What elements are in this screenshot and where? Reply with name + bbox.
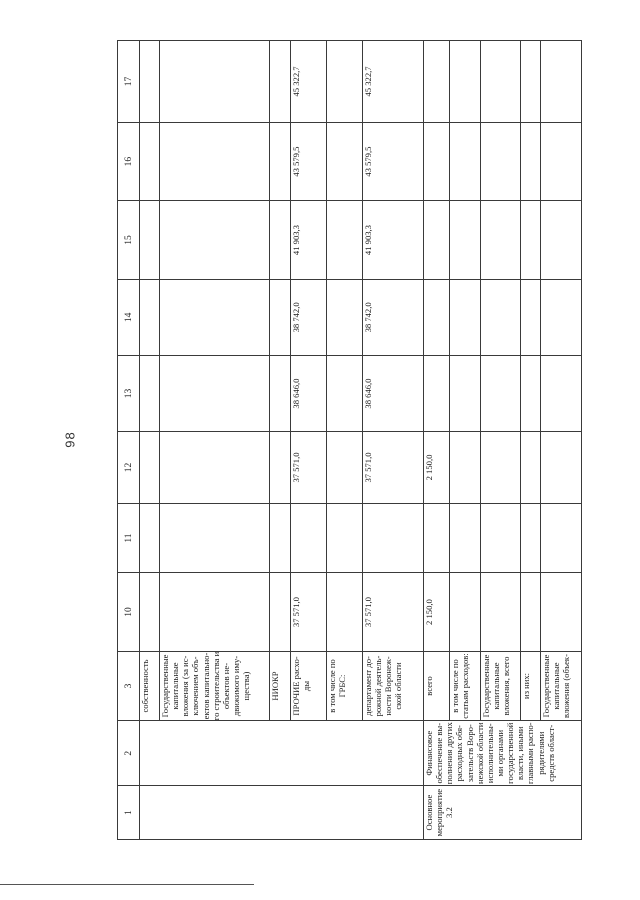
value-cell bbox=[140, 573, 160, 651]
block1-col1-cell bbox=[140, 786, 424, 840]
expense-item-cell bbox=[481, 651, 521, 720]
expense-item-cell bbox=[327, 651, 363, 720]
rotated-table-container bbox=[117, 40, 572, 840]
expense-item-label: Государственные капитальные вложения (объек- bbox=[541, 654, 572, 718]
value-cell bbox=[521, 355, 541, 431]
activity-description: Финансовое обеспечение вы-полнения других расходных обя-зательств Воро-нежской области исполнительны-ми органами государственной власти, иными главными распо-рядителями средств област- bbox=[424, 722, 556, 785]
col-header-17: 17 bbox=[118, 41, 140, 123]
value-cell bbox=[481, 122, 521, 200]
value-cell bbox=[160, 432, 270, 504]
value-cell bbox=[327, 573, 363, 651]
expense-item-cell bbox=[521, 651, 541, 720]
value-cell bbox=[327, 355, 363, 431]
table-row bbox=[160, 41, 270, 840]
value-cell bbox=[160, 573, 270, 651]
value-cell: 38 646,0 bbox=[291, 355, 327, 431]
value-cell bbox=[327, 201, 363, 279]
value-cell: 45 322,7 bbox=[291, 41, 327, 123]
value-cell bbox=[140, 279, 160, 355]
col-header-13: 13 bbox=[118, 355, 140, 431]
value-cell bbox=[481, 279, 521, 355]
value-cell: 37 571,0 bbox=[363, 432, 424, 504]
value-cell bbox=[450, 201, 481, 279]
value-cell bbox=[481, 201, 521, 279]
table-row bbox=[521, 41, 541, 840]
budget-table bbox=[117, 40, 582, 840]
value-cell: 2 150,0 bbox=[424, 432, 450, 504]
table-row bbox=[363, 41, 424, 840]
col-header-14: 14 bbox=[118, 279, 140, 355]
expense-item-label: в том числе по статьям расходов: bbox=[450, 653, 471, 719]
col-header-3: 3 bbox=[118, 651, 140, 720]
value-cell bbox=[327, 41, 363, 123]
value-cell bbox=[270, 122, 291, 200]
value-cell bbox=[270, 201, 291, 279]
value-cell bbox=[481, 503, 521, 572]
expense-item-cell bbox=[270, 651, 291, 720]
value-cell bbox=[160, 201, 270, 279]
value-cell bbox=[424, 122, 450, 200]
value-cell bbox=[450, 122, 481, 200]
value-cell: 45 322,7 bbox=[363, 41, 424, 123]
table-row bbox=[291, 41, 327, 840]
col-header-10: 10 bbox=[118, 573, 140, 651]
value-cell bbox=[450, 432, 481, 504]
value-cell: 41 903,3 bbox=[291, 201, 327, 279]
value-cell: 43 579,5 bbox=[291, 122, 327, 200]
table-row bbox=[140, 41, 160, 840]
value-cell bbox=[160, 503, 270, 572]
value-cell bbox=[450, 503, 481, 572]
expense-item-label: ПРОЧИЕ расхо-ды bbox=[291, 656, 312, 716]
block2-col1-cell bbox=[424, 786, 582, 840]
value-cell bbox=[270, 432, 291, 504]
expense-item-label: всего bbox=[424, 676, 434, 696]
page-number: 98 bbox=[62, 431, 78, 448]
expense-item-label: департамент до-рожной деятель-ности Воронеж-ской области bbox=[363, 655, 404, 717]
value-cell bbox=[450, 41, 481, 123]
col-header-16: 16 bbox=[118, 122, 140, 200]
expense-item-cell bbox=[291, 651, 327, 720]
value-cell bbox=[481, 573, 521, 651]
value-cell: 41 903,3 bbox=[363, 201, 424, 279]
table-row bbox=[424, 41, 450, 840]
value-cell bbox=[481, 355, 521, 431]
col-header-2: 2 bbox=[118, 721, 140, 786]
value-cell bbox=[140, 432, 160, 504]
expense-item-cell bbox=[160, 651, 270, 720]
table-row bbox=[270, 41, 291, 840]
value-cell bbox=[270, 41, 291, 123]
table-row bbox=[481, 41, 521, 840]
footnote-rule bbox=[0, 884, 254, 885]
table-row bbox=[327, 41, 363, 840]
value-cell bbox=[424, 201, 450, 279]
expense-item-label: Государственные капитальные вложения (за ис-ключением объ-ектов капитально-го строительства и объектов не-движимого иму-щества) bbox=[160, 651, 252, 721]
value-cell bbox=[521, 201, 541, 279]
value-cell bbox=[424, 503, 450, 572]
col-header-15: 15 bbox=[118, 201, 140, 279]
value-cell bbox=[140, 355, 160, 431]
expense-item-cell bbox=[450, 651, 481, 720]
expense-item-label: из них: bbox=[521, 672, 531, 700]
value-cell bbox=[140, 503, 160, 572]
expense-item-label: собственность bbox=[140, 659, 150, 713]
value-cell bbox=[270, 573, 291, 651]
col-header-12: 12 bbox=[118, 432, 140, 504]
value-cell bbox=[160, 279, 270, 355]
value-cell bbox=[327, 503, 363, 572]
value-cell: 38 742,0 bbox=[291, 279, 327, 355]
value-cell bbox=[541, 122, 582, 200]
table-row bbox=[541, 41, 582, 840]
value-cell bbox=[541, 41, 582, 123]
value-cell: 37 571,0 bbox=[291, 432, 327, 504]
block1-col2-cell bbox=[140, 721, 424, 786]
value-cell bbox=[450, 573, 481, 651]
table-row bbox=[450, 41, 481, 840]
activity-code: Основное мероприятие 3.2 bbox=[424, 788, 455, 837]
value-cell bbox=[521, 432, 541, 504]
value-cell: 2 150,0 bbox=[424, 573, 450, 651]
value-cell: 37 571,0 bbox=[291, 573, 327, 651]
value-cell bbox=[270, 355, 291, 431]
value-cell bbox=[521, 573, 541, 651]
value-cell bbox=[424, 355, 450, 431]
value-cell: 37 571,0 bbox=[363, 573, 424, 651]
expense-item-label: в том числе по ГРБС: bbox=[327, 659, 348, 713]
value-cell bbox=[481, 432, 521, 504]
expense-item-label: НИОКР bbox=[270, 671, 280, 701]
value-cell bbox=[160, 122, 270, 200]
value-cell bbox=[363, 503, 424, 572]
value-cell bbox=[521, 122, 541, 200]
value-cell bbox=[541, 201, 582, 279]
value-cell bbox=[327, 432, 363, 504]
value-cell bbox=[481, 41, 521, 123]
header-row bbox=[118, 41, 140, 840]
value-cell bbox=[327, 279, 363, 355]
value-cell bbox=[541, 503, 582, 572]
value-cell bbox=[521, 279, 541, 355]
value-cell bbox=[541, 279, 582, 355]
expense-item-cell bbox=[424, 651, 450, 720]
value-cell: 38 646,0 bbox=[363, 355, 424, 431]
value-cell bbox=[450, 355, 481, 431]
value-cell bbox=[270, 279, 291, 355]
value-cell bbox=[291, 503, 327, 572]
table-body bbox=[118, 41, 582, 840]
expense-item-label: Государственные капитальные вложения, всего bbox=[481, 654, 512, 718]
value-cell bbox=[541, 355, 582, 431]
value-cell bbox=[424, 41, 450, 123]
value-cell: 38 742,0 bbox=[363, 279, 424, 355]
value-cell bbox=[450, 279, 481, 355]
value-cell bbox=[140, 41, 160, 123]
col-header-11: 11 bbox=[118, 503, 140, 572]
value-cell bbox=[140, 201, 160, 279]
value-cell bbox=[140, 122, 160, 200]
col-header-1: 1 bbox=[118, 786, 140, 840]
value-cell: 43 579,5 bbox=[363, 122, 424, 200]
expense-item-cell bbox=[363, 651, 424, 720]
value-cell bbox=[424, 279, 450, 355]
expense-item-cell bbox=[541, 651, 582, 720]
block2-col2-cell bbox=[424, 721, 582, 786]
value-cell bbox=[521, 41, 541, 123]
value-cell bbox=[160, 41, 270, 123]
expense-item-cell bbox=[140, 651, 160, 720]
value-cell bbox=[160, 355, 270, 431]
value-cell bbox=[541, 573, 582, 651]
value-cell bbox=[521, 503, 541, 572]
value-cell bbox=[270, 503, 291, 572]
value-cell bbox=[327, 122, 363, 200]
value-cell bbox=[541, 432, 582, 504]
